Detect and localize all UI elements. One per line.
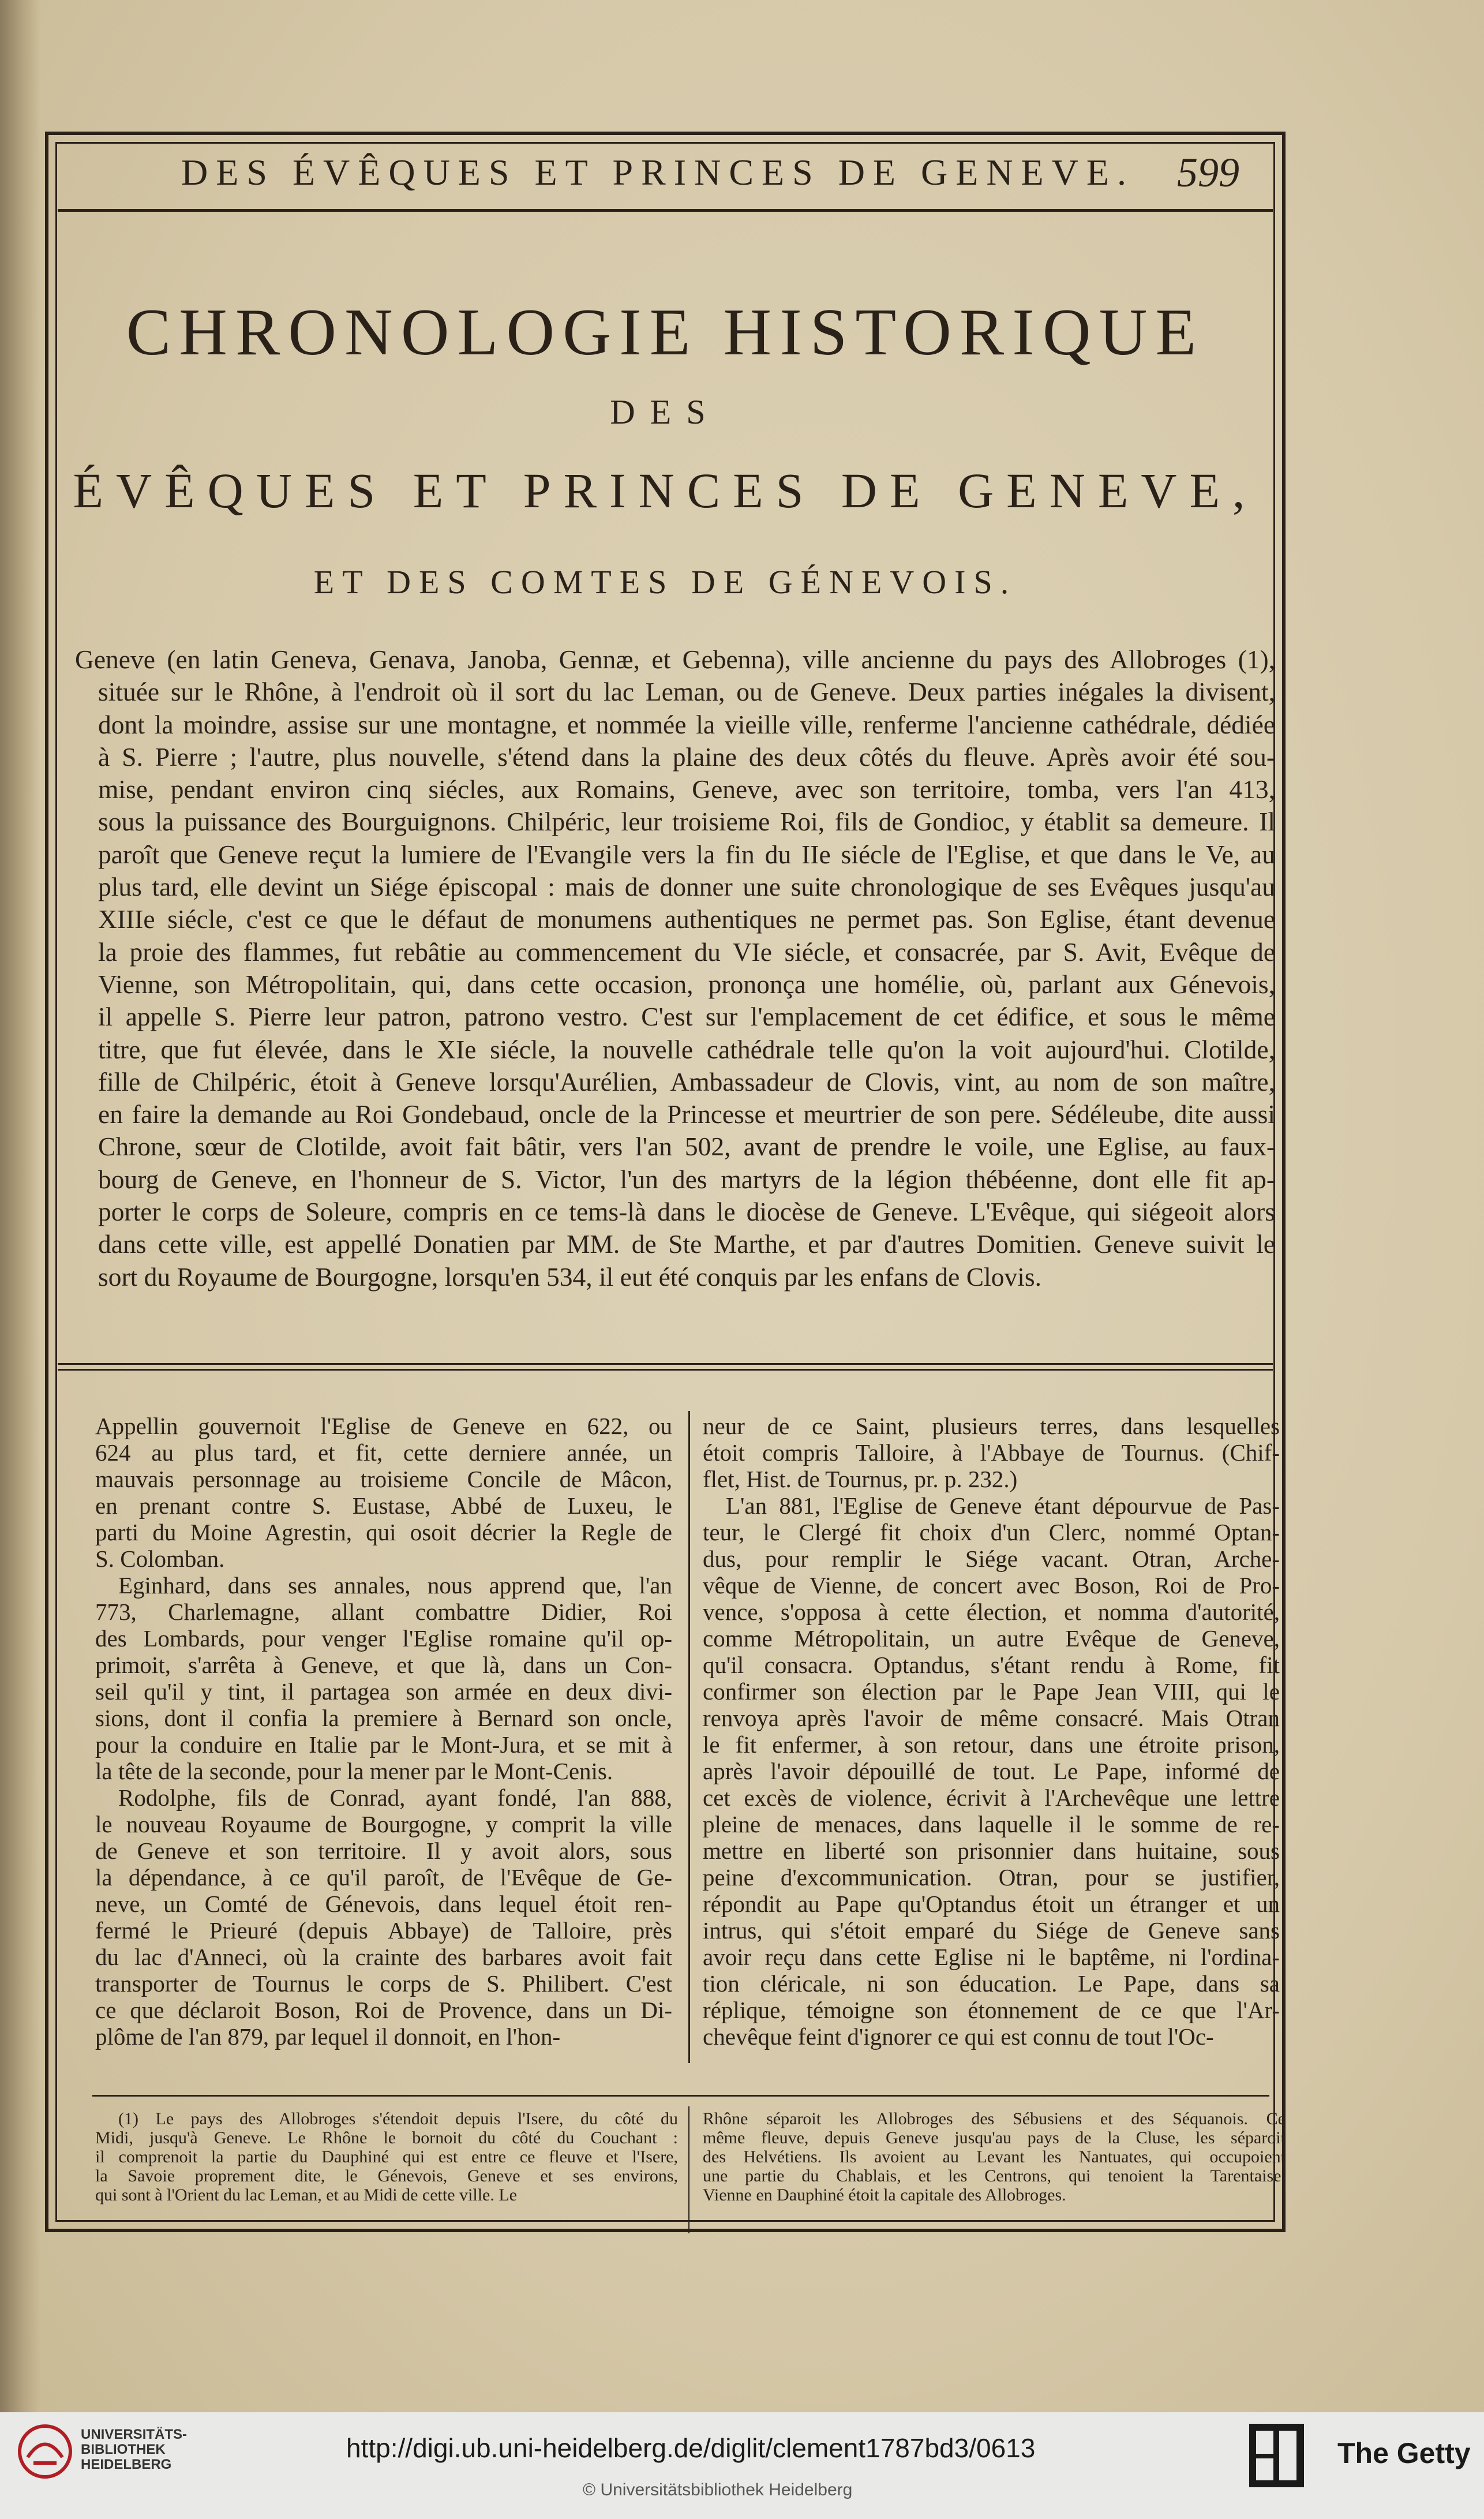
right-column-line: cet excès de violence, écrivit à l'Archevêque une lettre [703, 1784, 1280, 1811]
left-column-line: parti du Moine Agrestin, qui osoit décrier la Regle de [95, 1519, 672, 1545]
intro-line: XIIIe siécle, c'est ce que le défaut de monumens authentiques ne permet pas. Son Eglise, étant devenue [98, 904, 1275, 934]
library-name-line-3: HEIDELBERG [81, 2457, 172, 2472]
right-column-line: neur de ce Saint, plusieurs terres, dans lesquelles [703, 1413, 1280, 1439]
left-column-line: Appellin gouvernoit l'Eglise de Geneve en 622, ou [95, 1413, 672, 1439]
footnote-right [703, 2109, 1286, 2204]
column-divider [688, 1411, 690, 2063]
right-column-line: pleine de menaces, dans laquelle il le somme de re- [703, 1811, 1280, 1837]
intro-paragraph [75, 643, 1275, 1293]
section-rule-top [58, 1363, 1273, 1365]
left-column-line: neve, un Comté de Génevois, dans lequel étoit ren- [95, 1891, 672, 1917]
intro-line: Chrone, sœur de Clotilde, avoit fait bâtir, vers l'an 502, avant de prendre le voile, une Eglise, au faux- [98, 1132, 1275, 1162]
intro-line: sort du Royaume de Bourgogne, lorsqu'en 534, il eut été conquis par les enfans de Clovis. [98, 1262, 1041, 1292]
left-column-line: S. Colomban. [95, 1545, 225, 1572]
intro-line: paroît que Geneve reçut la lumiere de l'Evangile vers la fin du IIe siécle de l'Eglise, et que dans le Ve, au [98, 839, 1275, 869]
intro-line: la proie des flammes, fut rebâtie au commencement du VIe siécle, et consacrée, par S. Avit, Evêque de [98, 937, 1275, 967]
intro-line: à S. Pierre ; l'autre, plus nouvelle, s'étend dans la plaine des deux côtés du fleuve. Après avoir été sou- [98, 742, 1275, 772]
page-number: 599 [1177, 149, 1239, 196]
intro-line: Vienne, son Métropolitain, qui, dans cette occasion, prononça une homélie, où, parlant aux Génevois, [98, 969, 1275, 999]
left-column-line: mauvais personnage au troisieme Concile de Mâcon, [95, 1466, 672, 1492]
right-column-line: après l'avoir dépouillé de tout. Le Pape, informé de [703, 1758, 1280, 1784]
permalink-url[interactable]: http://digi.ub.uni-heidelberg.de/diglit/clement1787bd3/0613 [346, 2433, 1036, 2463]
left-column [95, 1413, 672, 2050]
right-column-line: le fit enfermer, à son retour, dans une étroite prison, [703, 1731, 1280, 1758]
footnote-left-line: la Savoie proprement dite, le Génevois, Geneve et ses environs, [95, 2166, 678, 2185]
running-header: DES ÉVÊQUES ET PRINCES DE GENEVE. [181, 152, 1134, 193]
intro-line: sous la puissance des Bourguignons. Chilpéric, leur troisieme Roi, fils de Gondioc, y établit sa demeure. Il [98, 807, 1275, 837]
right-column-line: vence, s'opposa à cette élection, et nomma d'autorité, [703, 1599, 1280, 1625]
left-column-line: plôme de l'an 879, par lequel il donnoit, en l'hon- [95, 2023, 561, 2050]
title-line-2: DES [610, 393, 721, 431]
footnote-rule [92, 2095, 1269, 2097]
left-column-line: des Lombards, pour venger l'Eglise romaine qu'il op- [95, 1625, 672, 1652]
right-column-line: comme Métropolitain, un autre Evêque de Geneve, [703, 1625, 1280, 1652]
left-column-line: 773, Charlemagne, allant combattre Didier, Roi [95, 1599, 672, 1625]
right-column-line: renvoya après l'avoir de même consacré. Mais Otran [703, 1705, 1280, 1731]
intro-line: bourg de Geneve, en l'honneur de S. Victor, l'un des martyrs de la légion thébéenne, dont elle fit ap- [98, 1164, 1275, 1194]
footnote-right-line: des Helvétiens. Ils avoient au Levant les Nantuates, qui occupoient [703, 2147, 1286, 2166]
getty-name[interactable]: The Getty [1337, 2437, 1471, 2469]
right-column-line: L'an 881, l'Eglise de Geneve étant dépourvue de Pas- [726, 1492, 1280, 1519]
right-column-line: chevêque feint d'ignorer ce qui est connu de tout l'Oc- [703, 2023, 1214, 2050]
right-column-line: confirmer son élection par le Pape Jean VIII, qui le [703, 1678, 1280, 1705]
intro-line: Geneve (en latin Geneva, Genava, Janoba, Gennæ, et Gebenna), ville ancienne du pays des Allobroges (1), [75, 645, 1275, 674]
right-column-line: mettre en liberté son prisonnier dans huitaine, sous [703, 1837, 1280, 1864]
intro-line: il appelle S. Pierre leur patron, patrono vestro. C'est sur l'emplacement de cet édifice, et sous le même [98, 1002, 1275, 1032]
title-line-3: ÉVÊQUES ET PRINCES DE GENEVE, [73, 463, 1258, 518]
footnote-left-line: il comprenoit la partie du Dauphiné qui est entre ce fleuve et l'Isere, [95, 2147, 678, 2166]
intro-line: dont la moindre, assise sur une montagne, et nommée la vieille ville, renferme l'ancienne cathédrale, dédiée [98, 709, 1275, 739]
right-column-line: étoit compris Talloire, à l'Abbaye de Tournus. (Chif- [703, 1439, 1280, 1466]
left-column-line: la dépendance, à ce qu'il paroît, de l'Evêque de Ge- [95, 1864, 672, 1891]
right-column-line: flet, Hist. de Tournus, pr. p. 232.) [703, 1466, 1018, 1492]
right-column-line: vêque de Vienne, de concert avec Boson, Roi de Pro- [703, 1572, 1280, 1599]
footnote-left [95, 2109, 678, 2204]
footnote-right-line: même fleuve, depuis Geneve jusqu'au pays de la Cluse, les séparoit [703, 2128, 1286, 2147]
left-column-line: en prenant contre S. Eustase, Abbé de Luxeu, le [95, 1492, 672, 1519]
footnote-left-line: Midi, jusqu'à Geneve. Le Rhône le bornoit du côté du Couchant : [95, 2128, 678, 2147]
intro-line: fille de Chilpéric, étoit à Geneve lorsqu'Aurélien, Ambassadeur de Clovis, vint, au nom de son maître, [98, 1066, 1275, 1096]
footnote-left-line: (1) Le pays des Allobroges s'étendoit depuis l'Isere, du côté du [118, 2109, 678, 2128]
intro-line: mise, pendant environ cinq siécles, aux Romains, Geneve, avec son territoire, tomba, vers l'an 413, [98, 774, 1275, 804]
intro-line: en faire la demande au Roi Gondebaud, oncle de la Princesse et meurtrier de son pere. Sédéleube, dite aussi [98, 1099, 1275, 1129]
header-rule [58, 209, 1273, 212]
left-column-line: du lac d'Anneci, où la crainte des barbares avoit fait [95, 1944, 672, 1970]
left-column-line: Rodolphe, fils de Conrad, ayant fondé, l'an 888, [118, 1784, 672, 1811]
right-column [703, 1413, 1280, 2050]
left-column-line: le nouveau Royaume de Bourgogne, y comprit la ville [95, 1811, 672, 1837]
footnote-left-line: qui sont à l'Orient du lac Leman, et au Midi de cette ville. Le [95, 2185, 518, 2204]
left-column-line: Eginhard, dans ses annales, nous apprend que, l'an [118, 1572, 672, 1599]
library-name-line-1: UNIVERSITÄTS- [81, 2427, 188, 2442]
intro-line: plus tard, elle devint un Siége épiscopal : mais de donner une suite chronologique de ses Evêques jusqu'au [98, 872, 1275, 902]
right-column-line: teur, le Clergé fit choix d'un Clerc, nommé Optan- [703, 1519, 1280, 1545]
footnote-right-line: une partie du Chablais, et les Centrons, qui tenoient la Tarentaise. [703, 2166, 1286, 2185]
library-name-line-2: BIBLIOTHEK [81, 2442, 166, 2457]
footnote-divider [688, 2106, 689, 2233]
right-column-line: réplique, témoigne son étonnement de ce que l'Ar- [703, 1997, 1280, 2023]
title-line-1: CHRONOLOGIE HISTORIQUE [126, 295, 1205, 369]
intro-line: porter le corps de Soleure, compris en ce tems-là dans le diocèse de Geneve. L'Evêque, qui siégeoit alors [98, 1197, 1275, 1227]
getty-logo-icon[interactable] [1249, 2424, 1304, 2487]
left-column-line: ce que déclaroit Boson, Roi de Provence, dans un Di- [95, 1997, 672, 2023]
left-column-line: 624 au plus tard, et fit, cette derniere année, un [95, 1439, 672, 1466]
left-column-line: pour la conduire en Italie par le Mont-Jura, et se mit à [95, 1731, 672, 1758]
ub-heidelberg-logo-icon[interactable] [16, 2423, 74, 2480]
left-column-line: transporter de Tournus le corps de S. Philibert. C'est [95, 1970, 672, 1997]
right-column-line: tion cléricale, ni son éducation. Le Pape, dans sa [703, 1970, 1280, 1997]
footnote-right-line: Vienne en Dauphiné étoit la capitale des Allobroges. [703, 2185, 1066, 2204]
library-name[interactable] [81, 2427, 187, 2472]
left-column-line: sions, dont il confia la premiere à Bernard son oncle, [95, 1705, 672, 1731]
title-line-4: ET DES COMTES DE GÉNEVOIS. [313, 563, 1017, 601]
intro-line: située sur le Rhône, à l'endroit où il sort du lac Leman, ou de Geneve. Deux parties inégales la divisent, [98, 677, 1275, 707]
intro-line: titre, que fut élevée, dans le XIe siécle, la nouvelle cathédrale telle qu'on la voit aujourd'hui. Clotilde, [98, 1034, 1275, 1064]
left-column-line: seil qu'il y tint, il partagea son armée en deux divi- [95, 1678, 672, 1705]
right-column-line: intrus, qui s'étoit emparé du Siége de Geneve sans [703, 1917, 1280, 1944]
right-column-line: répondit au Pape qu'Optandus étoit un étranger et un [703, 1891, 1280, 1917]
book-spine-shadow [0, 0, 40, 2412]
right-column-line: avoir reçu dans cette Eglise ni le baptême, ni l'ordina- [703, 1944, 1280, 1970]
footnote-right-line: Rhône séparoit les Allobroges des Sébusiens et des Séquanois. Ce [703, 2109, 1286, 2128]
left-column-line: de Geneve et son territoire. Il y avoit alors, sous [95, 1837, 672, 1864]
left-column-line: fermé le Prieuré (depuis Abbaye) de Talloire, près [95, 1917, 672, 1944]
right-column-line: peine d'excommunication. Otran, pour se justifier, [703, 1864, 1280, 1891]
right-column-line: qu'il consacra. Optandus, s'étant rendu à Rome, fit [703, 1652, 1280, 1678]
right-column-line: dus, pour remplir le Siége vacant. Otran, Arche- [703, 1545, 1280, 1572]
section-rule-bottom [58, 1369, 1273, 1371]
left-column-line: la tête de la seconde, pour la mener par le Mont-Cenis. [95, 1758, 613, 1784]
copyright-notice: © Universitätsbibliothek Heidelberg [583, 2480, 853, 2499]
intro-line: dans cette ville, est appellé Donatien par MM. de Ste Marthe, et par d'autres Domitien. Geneve suivit le [98, 1229, 1275, 1259]
left-column-line: primoit, s'arrêta à Geneve, et que là, dans un Con- [95, 1652, 672, 1678]
